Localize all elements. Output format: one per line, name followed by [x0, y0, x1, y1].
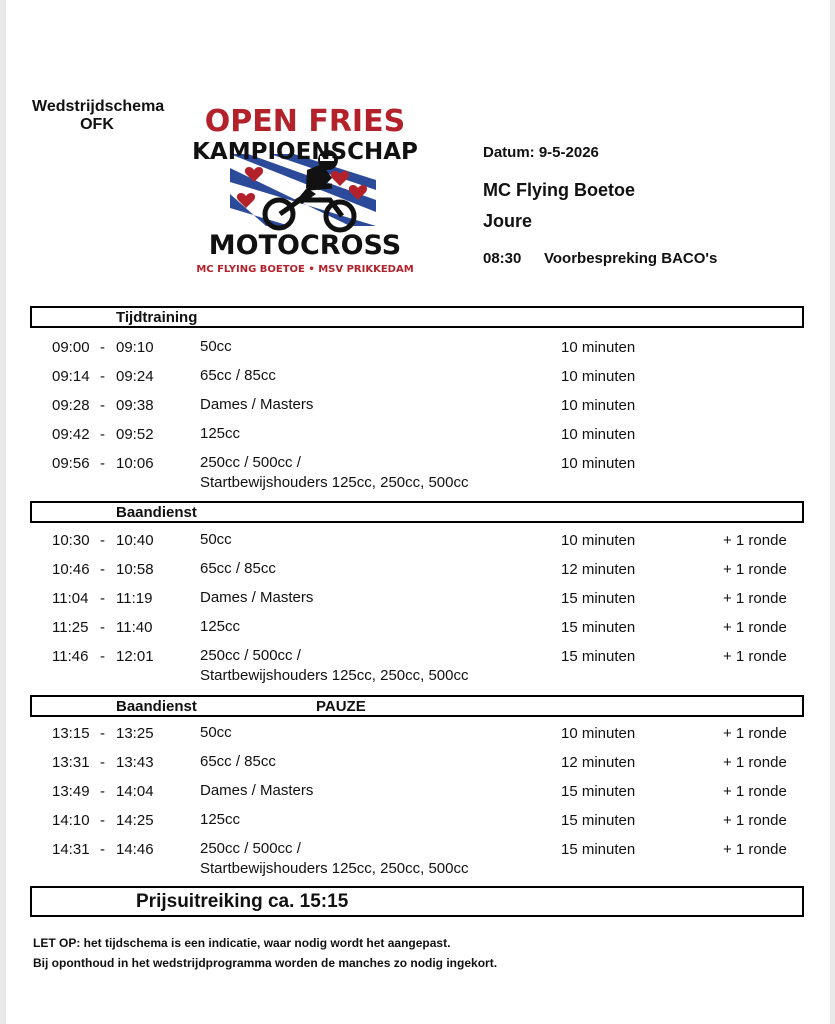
duration: 10 minuten	[561, 426, 636, 443]
class-name	[200, 453, 468, 493]
pause-label: PAUZE	[316, 698, 366, 715]
time-separator: -	[100, 397, 105, 414]
schedule-row	[6, 812, 830, 841]
schedule-row	[6, 590, 830, 619]
schedule-page	[6, 0, 830, 1024]
class-line1: Dames / Masters	[200, 589, 314, 606]
class-name	[200, 781, 313, 801]
club-name: MC Flying Boetoe	[483, 180, 635, 200]
class-line1: 125cc	[200, 811, 241, 828]
class-line1: 250cc / 500cc /	[200, 840, 301, 857]
duration: 15 minuten	[561, 841, 636, 858]
start-time: 10:30	[52, 532, 90, 549]
time-separator: -	[100, 754, 105, 771]
end-time: 14:04	[116, 783, 154, 800]
schedule-row	[6, 783, 830, 812]
class-line1: 50cc	[200, 724, 232, 741]
class-name	[200, 723, 232, 743]
start-time: 11:46	[52, 648, 89, 665]
start-time: 14:10	[52, 812, 90, 829]
time-separator: -	[100, 841, 105, 858]
time-separator: -	[100, 426, 105, 443]
class-line1: Dames / Masters	[200, 396, 314, 413]
extra-lap: + 1 ronde	[723, 648, 787, 665]
note-line2: Bij oponthoud in het wedstrijdprogramma worden de manches zo nodig ingekort.	[33, 956, 498, 970]
section-title: Tijdtraining	[116, 309, 198, 326]
end-time: 11:40	[116, 619, 153, 636]
end-time: 10:06	[116, 455, 154, 472]
class-line2: Startbewijshouders 125cc, 250cc, 500cc	[200, 860, 469, 877]
class-line1: Dames / Masters	[200, 782, 314, 799]
duration: 15 minuten	[561, 648, 636, 665]
duration: 12 minuten	[561, 561, 636, 578]
extra-lap: + 1 ronde	[723, 841, 787, 858]
section-header-baandienst-1	[30, 501, 804, 523]
start-time: 09:42	[52, 426, 90, 443]
extra-lap: + 1 ronde	[723, 725, 787, 742]
start-time: 13:49	[52, 783, 90, 800]
start-time: 09:28	[52, 397, 90, 414]
prize-ceremony-text: Prijsuitreiking ca. 15:15	[136, 891, 349, 912]
end-time: 14:25	[116, 812, 154, 829]
duration: 10 minuten	[561, 725, 636, 742]
end-time: 12:01	[116, 648, 154, 665]
start-time: 09:14	[52, 368, 90, 385]
class-line1: 125cc	[200, 618, 241, 635]
event-date: Datum: 9-5-2026	[483, 144, 599, 161]
time-separator: -	[100, 812, 105, 829]
schedule-row	[6, 339, 830, 368]
meeting-label: Voorbespreking BACO's	[544, 250, 718, 267]
start-time: 09:56	[52, 455, 90, 472]
duration: 10 minuten	[561, 455, 636, 472]
end-time: 13:43	[116, 754, 154, 771]
time-separator: -	[100, 619, 105, 636]
extra-lap: + 1 ronde	[723, 783, 787, 800]
extra-lap: + 1 ronde	[723, 754, 787, 771]
class-name	[200, 337, 232, 357]
class-line2: Startbewijshouders 125cc, 250cc, 500cc	[200, 474, 469, 491]
time-separator: -	[100, 561, 105, 578]
class-name	[200, 559, 276, 579]
logo-line2: KAMPIOENSCHAP	[192, 139, 418, 165]
time-separator: -	[100, 455, 105, 472]
note-line1: LET OP: het tijdschema is een indicatie, waar nodig wordt het aangepast.	[33, 936, 451, 950]
duration: 15 minuten	[561, 619, 636, 636]
schedule-row	[6, 619, 830, 648]
class-line2: Startbewijshouders 125cc, 250cc, 500cc	[200, 667, 469, 684]
class-line1: 250cc / 500cc /	[200, 647, 301, 664]
schedule-row	[6, 454, 830, 491]
duration: 10 minuten	[561, 368, 636, 385]
section-header-baandienst-2	[30, 695, 804, 717]
start-time: 11:04	[52, 590, 89, 607]
time-separator: -	[100, 532, 105, 549]
class-line1: 125cc	[200, 425, 241, 442]
time-separator: -	[100, 783, 105, 800]
class-name	[200, 810, 240, 830]
end-time: 09:24	[116, 368, 154, 385]
duration: 10 minuten	[561, 339, 636, 356]
extra-lap: + 1 ronde	[723, 590, 787, 607]
class-line1: 65cc / 85cc	[200, 753, 276, 770]
class-line1: 65cc / 85cc	[200, 367, 276, 384]
prize-ceremony-box	[30, 886, 804, 917]
extra-lap: + 1 ronde	[723, 561, 787, 578]
class-name	[200, 617, 240, 637]
duration: 15 minuten	[561, 783, 636, 800]
duration: 10 minuten	[561, 397, 636, 414]
class-name	[200, 530, 232, 550]
end-time: 10:58	[116, 561, 154, 578]
start-time: 13:31	[52, 754, 90, 771]
event-logo	[182, 104, 428, 282]
start-time: 11:25	[52, 619, 89, 636]
end-time: 11:19	[116, 590, 153, 607]
class-line1: 50cc	[200, 338, 232, 355]
class-name	[200, 588, 313, 608]
start-time: 13:15	[52, 725, 90, 742]
schedule-title	[32, 98, 165, 134]
class-line1: 50cc	[200, 531, 232, 548]
meeting-time: 08:30	[483, 250, 522, 267]
time-separator: -	[100, 590, 105, 607]
duration: 15 minuten	[561, 812, 636, 829]
schedule-row	[6, 840, 830, 877]
class-name	[200, 752, 276, 772]
start-time: 10:46	[52, 561, 90, 578]
end-time: 10:40	[116, 532, 154, 549]
duration: 15 minuten	[561, 590, 636, 607]
section-title: Baandienst	[116, 698, 197, 715]
start-time: 09:00	[52, 339, 90, 356]
extra-lap: + 1 ronde	[723, 532, 787, 549]
class-name	[200, 366, 276, 386]
schedule-row	[6, 754, 830, 783]
time-separator: -	[100, 725, 105, 742]
event-location: Joure	[483, 211, 533, 231]
end-time: 09:38	[116, 397, 154, 414]
class-name	[200, 839, 468, 879]
schedule-title-line2: OFK	[80, 116, 114, 133]
schedule-row	[6, 647, 830, 684]
class-name	[200, 424, 240, 444]
schedule-title-line1: Wedstrijdschema	[32, 98, 165, 115]
end-time: 09:52	[116, 426, 154, 443]
section-title: Baandienst	[116, 504, 197, 521]
class-line1: 65cc / 85cc	[200, 560, 276, 577]
logo-line1: OPEN FRIES	[204, 104, 406, 139]
time-separator: -	[100, 648, 105, 665]
extra-lap: + 1 ronde	[723, 619, 787, 636]
end-time: 13:25	[116, 725, 154, 742]
schedule-row	[6, 532, 830, 561]
end-time: 14:46	[116, 841, 154, 858]
class-line1: 250cc / 500cc /	[200, 454, 301, 471]
schedule-row	[6, 725, 830, 754]
extra-lap: + 1 ronde	[723, 812, 787, 829]
duration: 12 minuten	[561, 754, 636, 771]
logo-line3: MOTOCROSS	[208, 230, 402, 261]
time-separator: -	[100, 339, 105, 356]
start-time: 14:31	[52, 841, 90, 858]
logo-line4: MC FLYING BOETOE • MSV PRIKKEDAM	[196, 264, 414, 275]
duration: 10 minuten	[561, 532, 636, 549]
schedule-row	[6, 397, 830, 426]
section-header-tijdtraining	[30, 306, 804, 328]
schedule-row	[6, 368, 830, 397]
time-separator: -	[100, 368, 105, 385]
schedule-row	[6, 561, 830, 590]
end-time: 09:10	[116, 339, 154, 356]
schedule-row	[6, 426, 830, 455]
class-name	[200, 395, 313, 415]
class-name	[200, 646, 468, 686]
